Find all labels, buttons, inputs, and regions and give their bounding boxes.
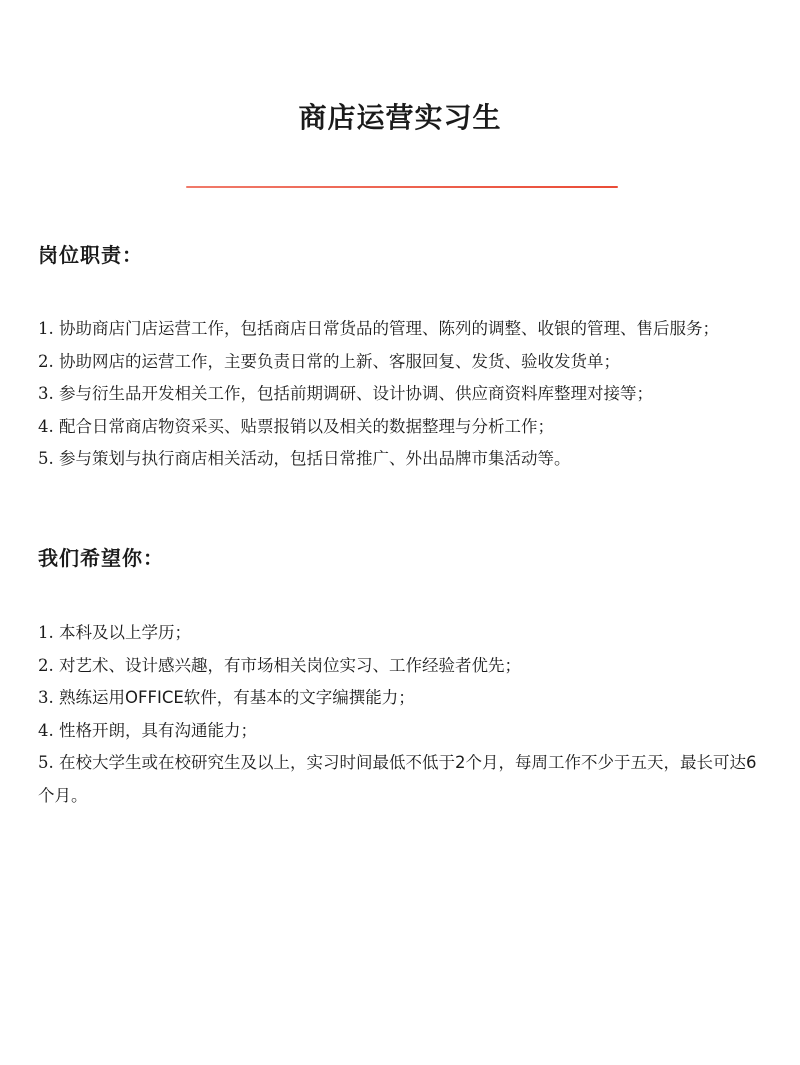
item-number: 1. [38, 319, 59, 338]
section-heading-requirements: 我们希望你： [38, 546, 164, 570]
item-number: 3. [38, 688, 59, 708]
item-text: 协助商店门店运营工作，包括商店日常货品的管理、陈列的调整、收银的管理、售后服务； [59, 319, 719, 338]
list-item [38, 443, 766, 476]
list-item [38, 747, 766, 812]
list-item [38, 617, 766, 650]
list-item [38, 313, 766, 346]
item-number: 3. [38, 384, 59, 404]
item-number: 2. [38, 351, 59, 371]
title-divider [186, 186, 618, 188]
item-number: 1. [38, 623, 59, 642]
item-text: 配合日常商店物资采买、贴票报销以及相关的数据整理与分析工作； [59, 416, 554, 436]
list-item [38, 346, 766, 379]
list-item [38, 715, 766, 748]
section-heading-duties: 岗位职责： [38, 243, 143, 267]
list-item [38, 682, 766, 715]
item-text: 性格开朗，具有沟通能力； [59, 720, 257, 740]
page-title: 商店运营实习生 [298, 101, 502, 134]
requirements-list [38, 617, 766, 813]
item-text: 参与衍生品开发相关工作，包括前期调研、设计协调、供应商资料库整理对接等； [59, 384, 653, 404]
item-number: 5. [38, 753, 59, 773]
item-text: 熟练运用OFFICE软件，有基本的文字编撰能力； [59, 688, 415, 708]
item-text: 参与策划与执行商店相关活动，包括日常推广、外出品牌市集活动等。 [59, 449, 571, 469]
item-number: 4. [38, 720, 59, 740]
item-text: 本科及以上学历； [59, 623, 191, 642]
item-number: 4. [38, 416, 59, 436]
item-number: 5. [38, 449, 59, 469]
list-item [38, 411, 766, 444]
item-text: 对艺术、设计感兴趣，有市场相关岗位实习、工作经验者优先； [59, 655, 521, 675]
item-text: 在校大学生或在校研究生及以上，实习时间最低不低于2个月，每周工作不少于五天，最长可达6个月。 [38, 753, 757, 805]
list-item [38, 378, 766, 411]
item-text: 协助网店的运营工作，主要负责日常的上新、客服回复、发货、验收发货单； [59, 351, 620, 371]
item-number: 2. [38, 655, 59, 675]
duties-list [38, 313, 766, 476]
list-item [38, 650, 766, 683]
